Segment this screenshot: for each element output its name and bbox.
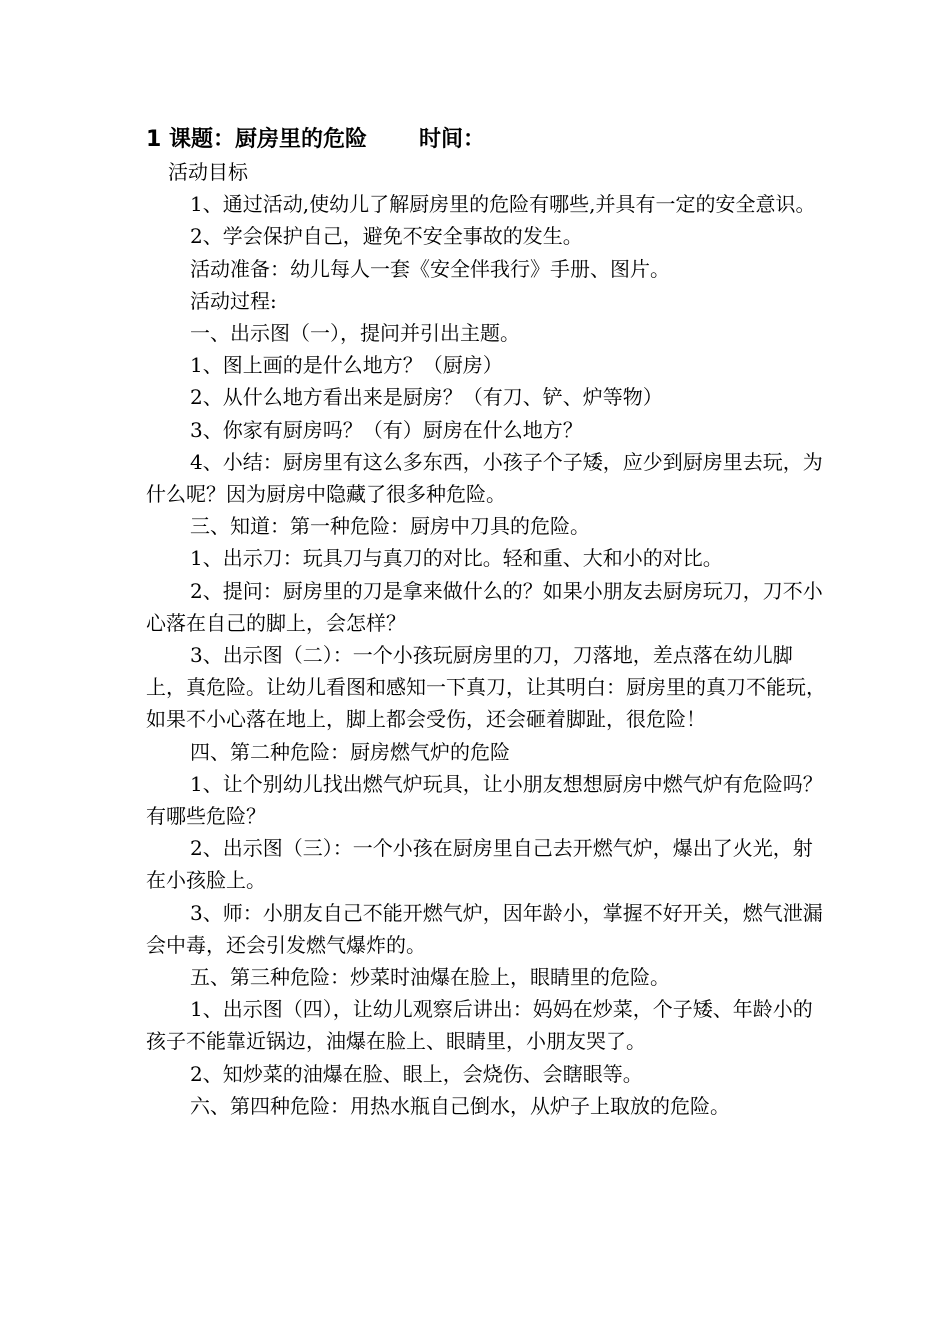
paragraph: 1、让个别幼儿找出燃气炉玩具，让小朋友想想厨房中燃气炉有危险吗？有哪些危险？ [146, 771, 823, 829]
paragraph: 2、学会保护自己，避免不安全事故的发生。 [190, 224, 583, 249]
paragraph: 一、出示图（一），提问并引出主题。 [190, 321, 520, 346]
paragraph: 活动目标 [168, 160, 248, 184]
paragraph: 2、提问：厨房里的刀是拿来做什么的？如果小朋友去厨房玩刀，刀不小心落在自己的脚上，会怎样？ [146, 578, 823, 635]
time-label: 时间： [418, 127, 485, 152]
paragraph: 六、第四种危险：用热水瓶自己倒水，从炉子上取放的危险。 [190, 1093, 730, 1118]
document-body [146, 156, 826, 1122]
paragraph: 2、知炒菜的油爆在脸、眼上，会烧伤、会瞎眼等。 [190, 1061, 643, 1086]
paragraph: 3、你家有厨房吗？（有）厨房在什么地方？ [190, 417, 583, 442]
paragraph: 4、小结：厨房里有这么多东西，小孩子个子矮，应少到厨房里去玩，为什么呢？因为厨房中隐藏了很多种危险。 [146, 449, 823, 507]
document-page [146, 124, 826, 1122]
paragraph: 3、出示图（二）：一个小孩玩厨房里的刀，刀落地，差点落在幼儿脚上，真危险。让幼儿看图和感知一下真刀，让其明白：厨房里的真刀不能玩，如果不小心落在地上，脚上都会受伤，还会砸着脚趾，很危险！ [146, 643, 826, 732]
paragraph: 五、第三种危险：炒菜时油爆在脸上，眼睛里的危险。 [190, 965, 670, 990]
lesson-title-text: 1 课题：厨房里的危险 [146, 127, 367, 152]
paragraph: 1、图上画的是什么地方？（厨房） [190, 353, 503, 378]
paragraph: 1、出示刀：玩具刀与真刀的对比。轻和重、大和小的对比。 [190, 546, 723, 571]
paragraph: 1、通过活动,使幼儿了解厨房里的危险有哪些,并具有一定的安全意识。 [190, 192, 816, 217]
lesson-title [146, 124, 826, 156]
paragraph: 3、师：小朋友自己不能开燃气炉，因年龄小，掌握不好开关，燃气泄漏会中毒，还会引发燃气爆炸的。 [146, 900, 823, 957]
paragraph: 三、知道：第一种危险：厨房中刀具的危险。 [190, 514, 590, 539]
paragraph: 活动过程: [190, 288, 277, 313]
paragraph: 2、出示图（三）：一个小孩在厨房里自己去开燃气炉，爆出了火光，射在小孩脸上。 [146, 836, 813, 893]
paragraph: 四、第二种危险：厨房燃气炉的危险 [190, 739, 510, 764]
paragraph: 1、出示图（四），让幼儿观察后讲出：妈妈在炒菜，个子矮、年龄小的孩子不能靠近锅边，油爆在脸上、眼睛里，小朋友哭了。 [146, 997, 813, 1054]
paragraph: 活动准备：幼儿每人一套《安全伴我行》手册、图片。 [190, 256, 670, 281]
paragraph: 2、从什么地方看出来是厨房？（有刀、铲、炉等物） [190, 385, 663, 410]
